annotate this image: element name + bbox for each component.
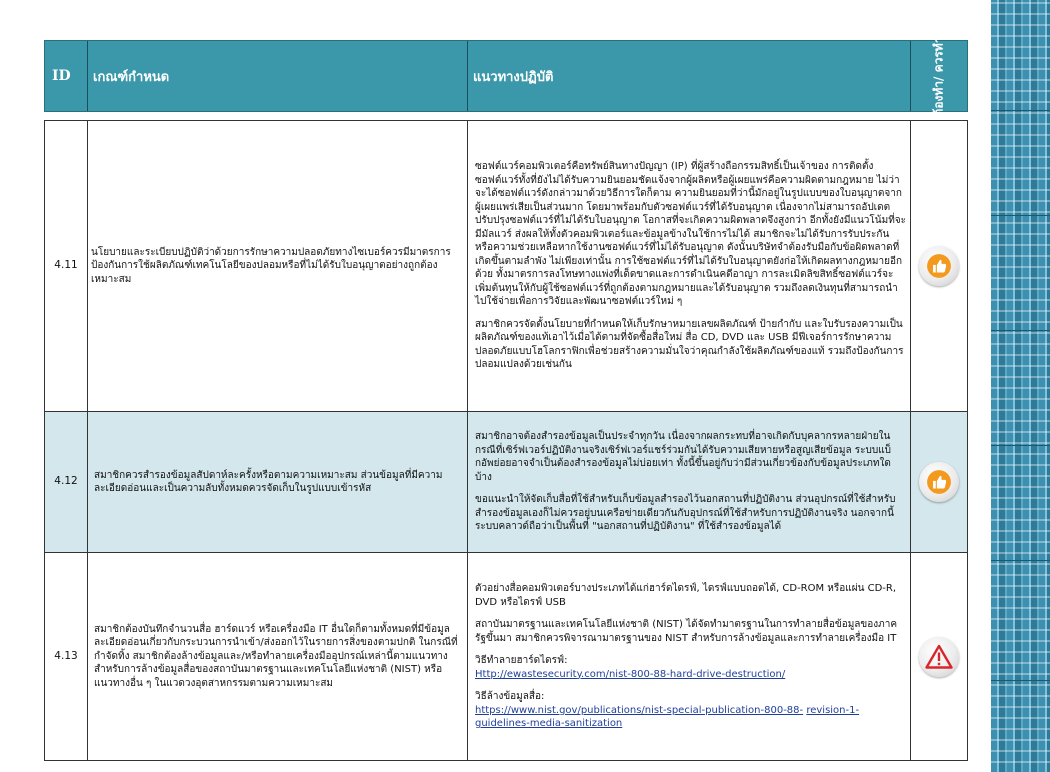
warning-icon	[919, 637, 959, 677]
row-id: 4.12	[45, 412, 88, 552]
row-id: 4.11	[45, 121, 88, 411]
row-criteria-text: นโยบายและระเบียบปฏิบัติว่าด้วยการรักษาความปลอดภัยทางไซเบอร์ควรมีมาตรการป้องกันการใช้ผลิตภัณฑ์เทคโนโลยีของปลอมหรือที่ไม่ได้รับใบอนุญาตอย่างถูกต้องเหมาะสม	[91, 246, 451, 285]
guidance-paragraph	[475, 690, 907, 731]
row-guidance	[468, 412, 911, 552]
guidance-paragraph: ซอฟต์แวร์คอมพิวเตอร์คือทรัพย์สินทางปัญญา (IP) ที่ผู้สร้างถือกรรมสิทธิ์เป็นเจ้าของ การติดตั้งซอฟต์แวร์ทั้งที่ยังไม่ได้รับความยินยอมชัดแจ้งจากผู้ผลิตหรือผู้เผยแพร่คือความผิดตามกฎหมาย ไม่ว่าจะได้ซอฟต์แวร์ดังกล่าวมาด้วยวิธีการใดก็ตาม ความยินยอมที่ว่านี้มักอยู่ในรูปแบบของใบอนุญาตจากผู้เผยแพร่เสียเป็นส่วนมาก โดยมาพร้อมกับตัวซอฟต์แวร์ที่ได้รับอนุญาต เนื่องจากไม่สามารถอัปเดตปรับปรุงซอฟต์แวร์ที่ไม่ได้รับใบอนุญาต โอกาสที่จะเกิดความผิดพลาดจึงสูงกว่า อีกทั้งยังมีแนวโน้มที่จะมีมัลแวร์ ส่งผลให้ทั้งตัวคอมพิวเตอร์และข้อมูลข้างในใช้การไม่ได้ สมาชิกจะไม่ได้รับการรับประกันหรือความช่วยเหลือหากใช้งานซอฟต์แวร์ที่ไม่ได้รับอนุญาต ดังนั้นบริษัทจำต้องรับมือกับข้อผิดพลาดที่เกิดขึ้นตามลำพัง ไม่เพียงเท่านั้น การใช้ซอฟต์แวร์ที่ไม่ได้รับใบอนุญาตยังก่อให้เกิดผลทางกฎหมายอีกด้วย ทั้งมาตรการลงโทษทางแพ่งที่เด็ดขาดและการดำเนินคดีอาญา การละเมิดลิขสิทธิ์ซอฟต์แวร์จะเพิ่มต้นทุนให้กับผู้ใช้ซอฟต์แวร์ที่ถูกต้องตามกฎหมายและได้รับอนุญาต รวมถึงลดเงินทุนที่สามารถนำไปใช้จ่ายเพื่อการวิจัยและพัฒนาซอฟต์แวร์ใหม่ ๆ	[475, 161, 907, 308]
row-mark	[911, 121, 967, 411]
guidance-paragraph: สมาชิกอาจต้องสำรองข้อมูลเป็นประจำทุกวัน เนื่องจากผลกระทบที่อาจเกิดกับบุคลากรหลายฝ่ายในกรณีที่เซิร์ฟเวอร์ปฏิบัติงานจริงเซิร์ฟเวอร์แชร์ร่วมกันได้รับความเสียหายหรือสูญเสียข้อมูล ระบบแบ็กอัพย่อยอาจจำเป็นต้องสำรองข้อมูลไม่บ่อยเท่า ทั้งนี้ขึ้นอยู่กับว่ามีส่วนเกี่ยวข้องกับข้อมูลประเภทใดบ้าง	[475, 431, 891, 483]
thumbs-up-icon	[919, 462, 959, 502]
nist-800-88-link[interactable]: https://www.nist.gov/publications/nist-special-publication-800-88-	[475, 704, 804, 716]
row-guidance	[468, 121, 911, 411]
row-guidance	[468, 553, 911, 760]
guidance-paragraph: ตัวอย่างสื่อคอมพิวเตอร์บางประเภทได้แก่ฮาร์ดไดรฟ์, ไดรฟ์แบบถอดได้, CD-ROM หรือแผ่น CD-R, DVD หรือไดรฟ์ USB	[475, 583, 897, 608]
row-criteria	[88, 121, 468, 411]
table-row-4-11	[45, 121, 967, 412]
row-criteria-text: สมาชิกควรสำรองข้อมูลสัปดาห์ละครั้งหรือตามความเหมาะสม ส่วนข้อมูลที่มีความละเอียดอ่อนและเป็นความลับทั้งหมดควรจัดเก็บในรูปแบบเข้ารหัส	[94, 469, 443, 494]
row-mark	[911, 412, 967, 552]
guidance-paragraph: สถาบันมาตรฐานและเทคโนโลยีแห่งชาติ (NIST) ได้จัดทำมาตรฐานในการทำลายสื่อข้อมูลของภาครัฐขึ้นมา สมาชิกควรพิจารณามาตรฐานของ NIST สำหรับการล้างข้อมูลและการทำลายเครื่องมือ IT	[475, 619, 898, 644]
row-criteria-text: สมาชิกต้องบันทึกจำนวนสื่อ ฮาร์ดแวร์ หรือเครื่องมือ IT อื่นใดก็ตามทั้งหมดที่มีข้อมูลละเอียดอ่อนเกี่ยวกับกระบวนการนำเข้า/ส่งออกไว้ในรายการสิ่งของตามปกติ ในกรณีที่กำจัดทิ้ง สมาชิกต้องล้างข้อมูลและ/หรือทำลายเครื่องมืออุปกรณ์เหล่านี้ตามแนวทางสำหรับการล้างข้อมูลสื่อของสถาบันมาตรฐานและเทคโนโลยีแห่งชาติ (NIST) หรือแนวทางอื่น ๆ ในแวดวงอุตสาหกรรมตามความเหมาะสม	[94, 623, 458, 689]
nist-guidelines-link[interactable]: guidelines-media-sanitization	[475, 718, 623, 730]
criteria-table	[44, 120, 968, 761]
row-id: 4.13	[45, 553, 88, 760]
media-sanitization-label: วิธีล้างข้อมูลสื่อ:	[475, 691, 545, 703]
nist-revision-link[interactable]: revision-1-	[806, 704, 860, 716]
header-criteria: เกณฑ์กำหนด	[88, 41, 468, 111]
hdd-destruction-label: วิธีทำลายฮาร์ดไดรฟ์:	[475, 655, 568, 667]
guidance-paragraph: ขอแนะนำให้จัดเก็บสื่อที่ใช้สำหรับเก็บข้อมูลสำรองไว้นอกสถานที่ปฏิบัติงาน ส่วนอุปกรณ์ที่ใช้สำหรับสำรองข้อมูลเองก็ไม่ควรอยู่บนเครือข่ายเดียวกันกับอุปกรณ์ที่ใช้สำหรับการปฏิบัติงานจริง นอกจากนี้ระบบคลาวด์ถือว่าเป็นพื้นที่ "นอกสถานที่ปฏิบัติงาน" ที่ใช้สำรองข้อมูลได้	[475, 494, 896, 533]
header-guidance: แนวทางปฏิบัติ	[468, 41, 911, 111]
row-criteria	[88, 412, 468, 552]
hdd-destruction-link[interactable]: Http://ewastesecurity.com/nist-800-88-hard-drive-destruction/	[475, 668, 786, 680]
thumbs-up-icon	[919, 246, 959, 286]
table-row-4-12	[45, 412, 967, 553]
side-decoration-strip	[991, 0, 1050, 772]
guidance-paragraph	[475, 654, 907, 681]
guidance-paragraph: สมาชิกควรจัดตั้งนโยบายที่กำหนดให้เก็บรักษาหมายเลขผลิตภัณฑ์ ป้ายกำกับ และใบรับรองความเป็นผลิตภัณฑ์ของแท้เอาไว้เมื่อได้ตามที่จัดซื้อสื่อใหม่ สื่อ CD, DVD และ USB มีฟีเจอร์การรักษาความปลอดภัยแบบโฮโลกราฟิกเพื่อช่วยสร้างความมั่นใจว่าคุณกำลังใช้ผลิตภัณฑ์ของแท้ รวมถึงป้องกันการปลอมแปลงด้วยเช่นกัน	[475, 318, 904, 371]
header-mark-label: ต้องทำ/ ควรทำ	[931, 36, 946, 116]
table-row-4-13	[45, 553, 967, 760]
header-id: ID	[45, 41, 88, 111]
table-header	[44, 36, 968, 116]
row-mark	[911, 553, 967, 760]
header-mark	[911, 36, 967, 116]
row-criteria	[88, 553, 468, 760]
